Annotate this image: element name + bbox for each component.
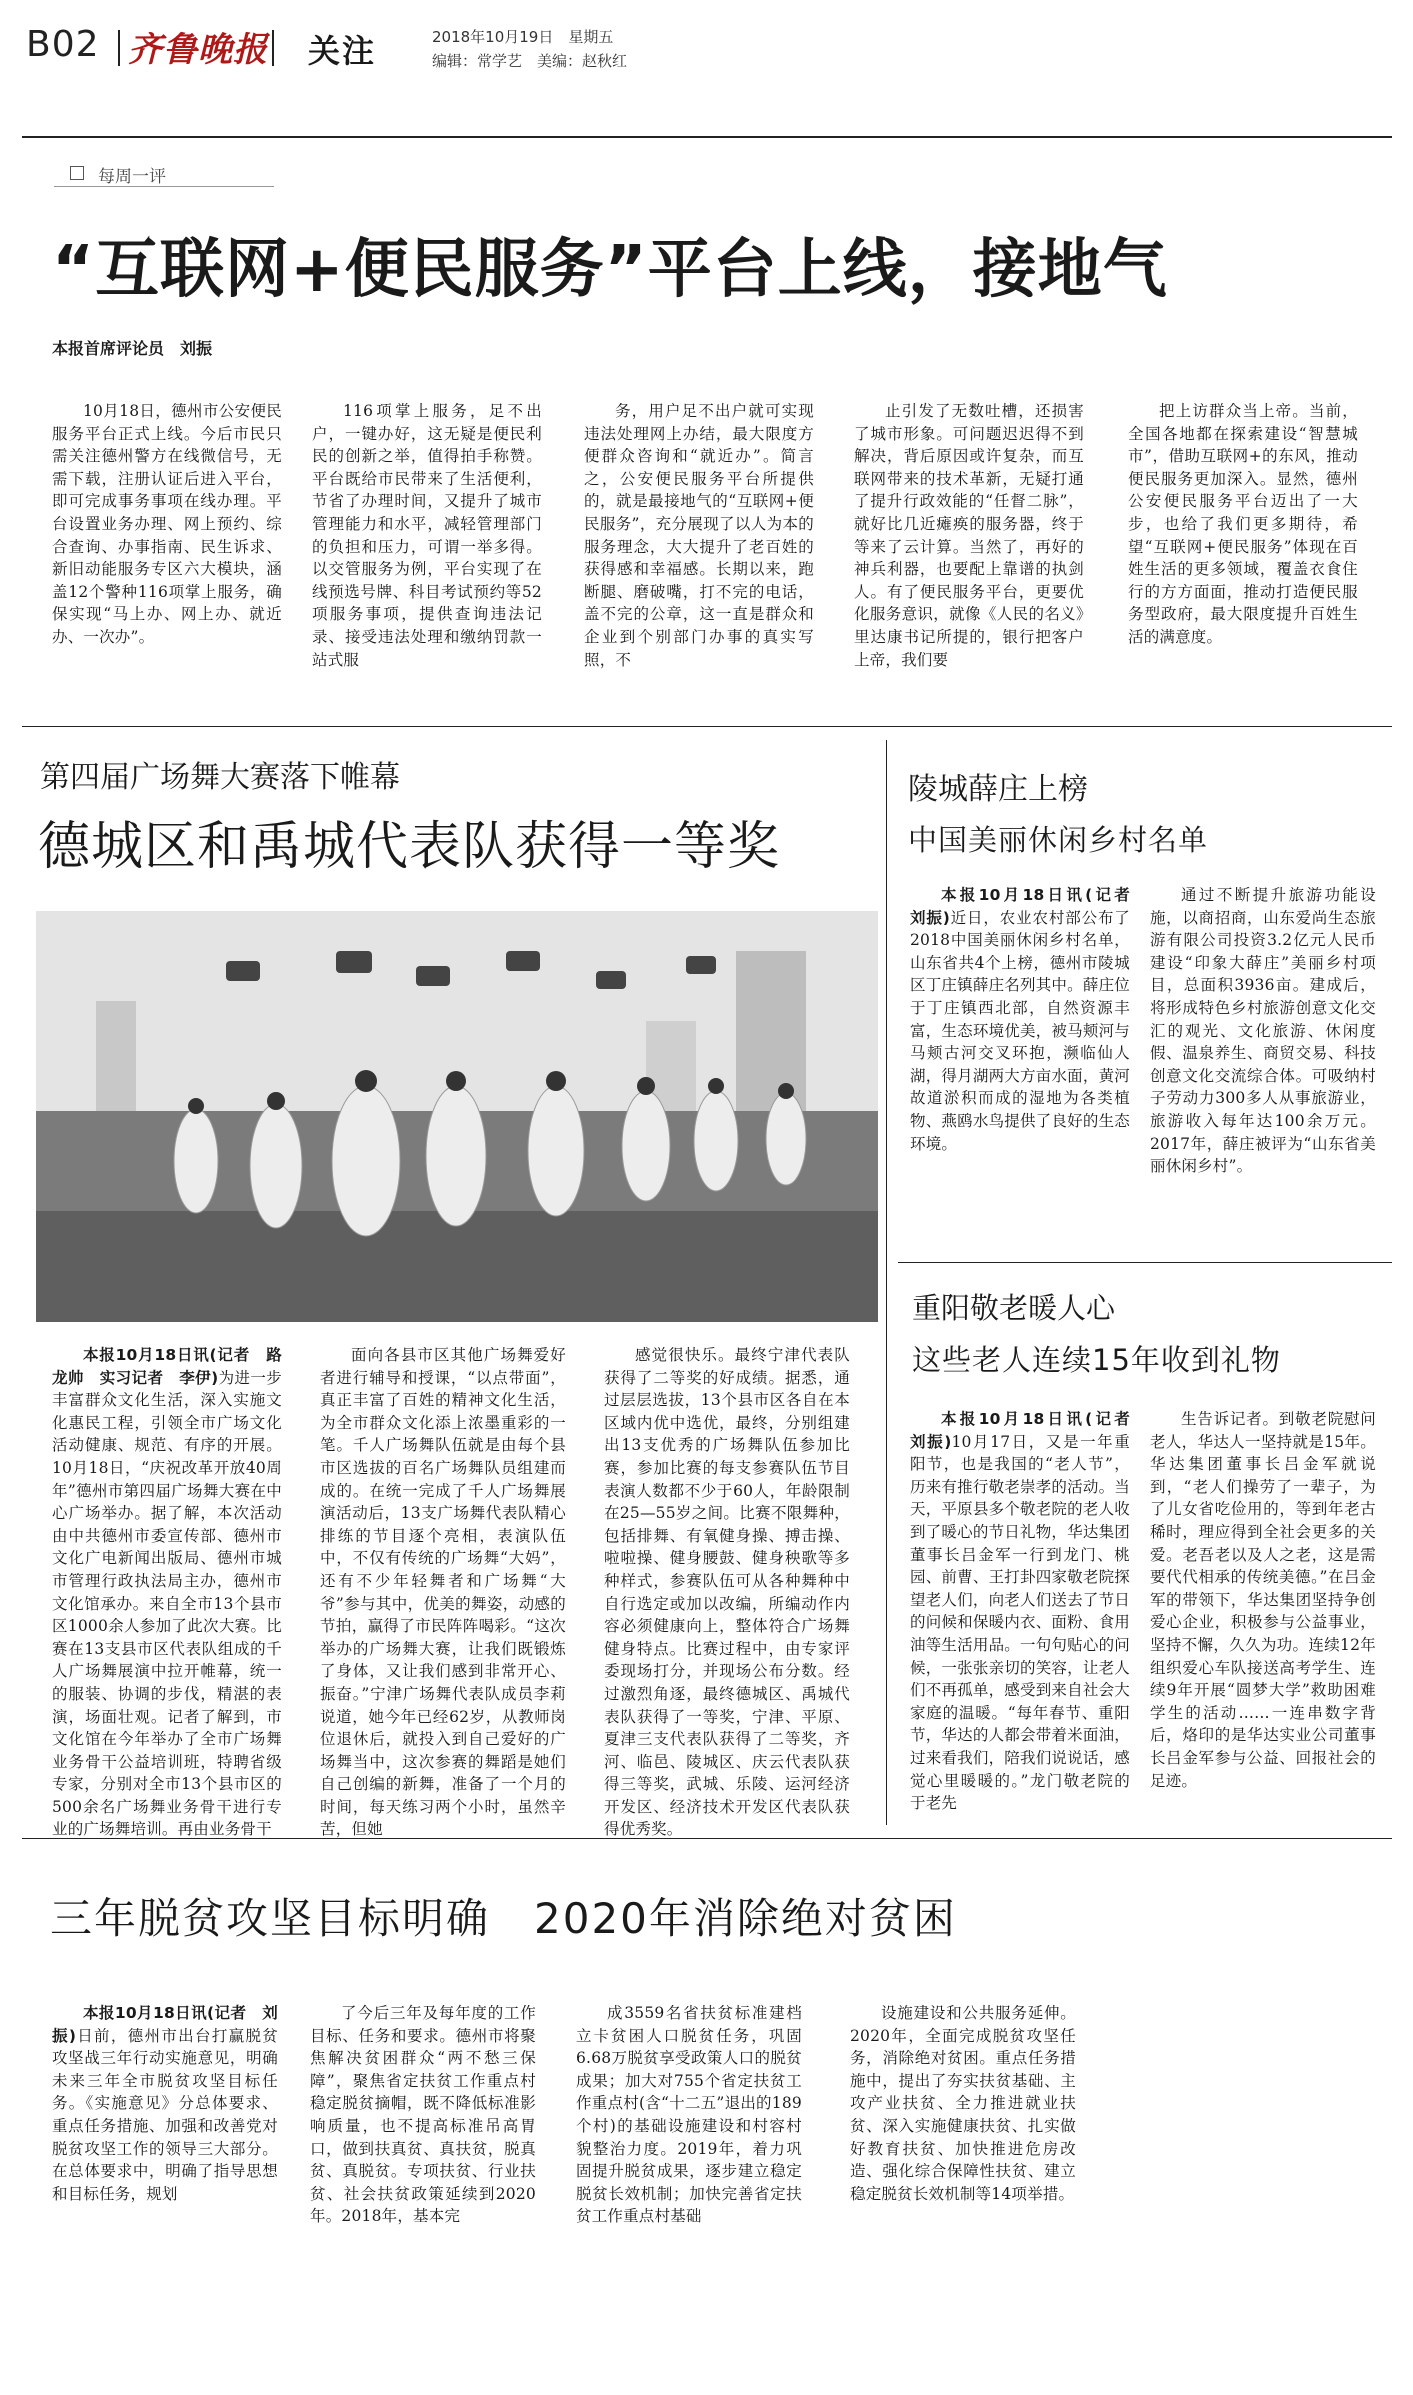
article-column [910,1408,1146,1815]
section-rule [898,1262,1392,1263]
newspaper-logo: 齐鲁晚报 [128,30,268,70]
page-number: B02 [26,24,100,65]
headline: 这些老人连续15年收到礼物 [912,1343,1281,1377]
square-dance-photo [36,911,878,1322]
byline: 本报10月18日讯(记者 刘振) [910,1410,1146,1451]
article-text: 10月17日，又是一年重阳节，也是我国的“老人节”，历来有推行敬老崇孝的活动。当天，平原县多个敬老院的老人收到了暖心的节日礼物，华达集团董事长吕金军一行到龙门、桃园、前曹、王打卦四家敬老院探望老人们，向老人们送去了节日的问候和保暖内衣、面粉、食用油等生活用品。一句句贴心的问候，一张张亲切的笑容，让老人们不再孤单，感受到来自社会大家庭的温暖。“每年春节、重阳节，华达的人都会带着米面油，过来看我们，陪我们说说话，感觉心里暖暖的。”龙门敬老院的于老先 [910,1432,1130,1813]
kicker: 第四届广场舞大赛落下帷幕 [40,760,400,795]
section-title: 关注 [308,32,377,70]
document-icon [70,166,84,180]
article-column: 成3559名省扶贫标准建档立卡贫困人口脱贫任务，巩固6.68万脱贫享受政策人口的脱贫成果；加大对755个省定扶贫工作重点村(含“十二五”退出的189个村)的基础设施建设和村容村貌整治力度。2019年，着力巩固提升脱贫成果，逐步建立稳定脱贫长效机制；加快完善省定扶贫工作重点村基础 [576,2004,802,2226]
article-column [910,884,1146,1155]
section-rule [22,1838,1392,1839]
article-column [52,1344,282,1841]
kicker: 陵城薛庄上榜 [908,772,1088,807]
article-column: 务，用户足不出户就可实现违法处理网上办结，最大限度方便群众咨询和“就近办”。简言之，公安便民服务平台所提供的，就是最接地气的“互联网+便民服务”，充分展现了以人为本的服务理念，大大提升了老百姓的获得感和幸福感。长期以来，跑断腿、磨破嘴，打不完的电话，盖不完的公章，这一直是群众和企业到个别部门办事的真实写照，不 [584,402,814,669]
headline: 三年脱贫攻坚目标明确 2020年消除绝对贫困 [50,1894,957,1943]
editor-credits: 编辑：常学艺 美编：赵秋红 [432,52,628,70]
masthead-rule [22,136,1392,138]
column-tag [54,160,274,187]
byline: 本报首席评论员 刘振 [52,339,213,358]
masthead-divider [272,30,274,66]
article-column: 通过不断提升旅游功能设施，以商招商，山东爱尚生态旅游有限公司投资3.2亿元人民币建设“印象大薛庄”美丽乡村项目，总面积3936亩。建成后，将形成特色乡村旅游创意文化交汇的观光、文化旅游、休闲度假、温泉养生、商贸交易、科技创意文化交流综合体。可吸纳村子劳动力300多人从事旅游业，旅游收入每年达100余万元。2017年，薛庄被评为“山东省美丽休闲乡村”。 [1150,886,1376,1176]
article-text: 近日，农业农村部公布了2018中国美丽休闲乡村名单，山东省共4个上榜，德州市陵城区丁庄镇薛庄名列其中。薛庄位于丁庄镇西北部，自然资源丰富，生态环境优美，被马颊河与马颊古河交叉环抱，濒临仙人湖，得月湖两大方亩水面，黄河故道淤积而成的湿地为各类植物、燕鸥水鸟提供了良好的生态环境。 [910,908,1131,1153]
masthead-divider [118,30,120,66]
article-column [52,2002,278,2205]
headline: 德城区和禹城代表队获得一等奖 [38,817,781,877]
column-divider [886,740,887,1825]
article-column: 感觉很快乐。最终宁津代表队获得了二等奖的好成绩。据悉，通过层层选拔，13个县市区各自在本区域内优中选优，最终，分别组建出13支优秀的广场舞队伍参加比赛，参加比赛的每支参赛队伍节目表演人数都不少于60人，年龄限制在25—55岁之间。比赛不限舞种，包括排舞、有氧健身操、搏击操、啦啦操、健身腰鼓、健身秧歌等多种样式，参赛队伍可从各种舞种中自行选定或加以改编，所编动作内容必须健康向上，整体符合广场舞健身特点。比赛过程中，由专家评委现场打分，并现场公布分数。经过激烈角逐，最终德城区、禹城代表队获得了一等奖，宁津、平原、夏津三支代表队获得了二等奖，齐河、临邑、陵城区、庆云代表队获得三等奖，武城、乐陵、运河经济开发区、经济技术开发区代表队获得优秀奖。 [604,1346,850,1839]
article-text: 为进一步丰富群众文化生活，深入实施文化惠民工程，引领全市广场文化活动健康、规范、有序的开展。10月18日，“庆祝改革开放40周年”德州市第四届广场舞大赛在中心广场举办。据了解，本次活动由中共德州市委宣传部、德州市文化广电新闻出版局、德州市城市管理行政执法局主办，德州市文化馆承办。来自全市13个县市区1000余人参加了此次大赛。比赛在13支县市区代表队组成的千人广场舞展演中拉开帷幕，统一的服装、协调的步伐，精湛的表演，场面壮观。记者了解到，市文化馆在今年举办了全市广场舞业务骨干公益培训班，特聘省级专家，分别对全市13个县市区的500余名广场舞业务骨干进行专业的广场舞培训。再由业务骨干 [52,1368,282,1839]
article-column: 面向各县市区其他广场舞爱好者进行辅导和授课，“以点带面”，真正丰富了百姓的精神文化生活，为全市群众文化添上浓墨重彩的一笔。千人广场舞队伍就是由每个县市区选拔的百名广场舞队员组建而成的。在统一完成了千人广场舞展演活动后，13支广场舞代表队精心排练的节目逐个亮相，表演队伍中，不仅有传统的广场舞“大妈”，还有不少年轻舞者和广场舞“大爷”参与其中，优美的舞姿，动感的节拍，赢得了市民阵阵喝彩。“这次举办的广场舞大赛，让我们既锻炼了身体，又让我们感到非常开心、振奋。”宁津广场舞代表队成员李莉说道，她今年已经62岁，从教师岗位退休后，就投入到自己爱好的广场舞当中，这次参赛的舞蹈是她们自己创编的新舞，准备了一个月的时间，每天练习两个小时，虽然辛苦，但她 [320,1346,566,1839]
article-column: 了今后三年及每年度的工作目标、任务和要求。德州市将聚焦解决贫困群众“两不愁三保障”，聚焦省定扶贫工作重点村稳定脱贫摘帽，既不降低标准影响质量，也不提高标准吊高胃口，做到扶真贫、真扶贫，脱真贫、真脱贫。专项扶贫、行业扶贫、社会扶贫政策延续到2020年。2018年，基本完 [310,2004,536,2226]
section-rule [22,726,1392,727]
byline: 本报10月18日讯(记者 刘振) [910,886,1146,927]
column-tag-label: 每周一评 [98,167,166,187]
article-text: 日前，德州市出台打赢脱贫攻坚战三年行动实施意见，明确未来三年全市脱贫攻坚目标任务。《实施意见》分总体要求、重点任务措施、加强和改善党对脱贫攻坚工作的领导三大部分。在总体要求中，明确了指导思想和目标任务，规划 [52,2026,278,2203]
article-column: 生告诉记者。到敬老院慰问老人，华达人一坚持就是15年。华达集团董事长吕金军就说到，“老人们操劳了一辈子，为了儿女省吃俭用的，等到年老古稀时，理应得到全社会更多的关爱。老吾老以及人之老，这是需要代代相承的传统美德。”在吕金军的带领下，华达集团坚持争创爱心企业，积极参与公益事业，坚持不懈，久久为功。连续12年组织爱心车队接送高考学生、连续9年开展“圆梦大学”救助困难学生的活动……一连串数字背后，烙印的是华达实业公司董事长吕金军参与公益、回报社会的足迹。 [1150,1410,1376,1790]
article-column: 止引发了无数吐槽，还损害了城市形象。可问题迟迟得不到解决，背后原因或许复杂，而互联网带来的技术革新，无疑打通了提升行政效能的“任督二脉”，就好比几近瘫痪的服务器，终于等来了云计算。当然了，再好的神兵利器，也要配上靠谱的执剑人。有了便民服务平台，更要优化服务意识，就像《人民的名义》里达康书记所提的，银行把客户上帝，我们要 [854,402,1084,669]
article-column: 把上访群众当上帝。当前，全国各地都在探索建设“智慧城市”，借助互联网+的东风，推动便民服务更加深入。显然，德州公安便民服务平台迈出了一大步，也给了我们更多期待，希望“互联网+便民服务”体现在百姓生活的更多领域，覆盖衣食住行的方方面面，推动打造便民服务型政府，最大限度提升百姓生活的满意度。 [1128,402,1358,646]
headline: “互联网+便民服务”平台上线，接地气 [52,233,1168,307]
headline: 中国美丽休闲乡村名单 [908,823,1209,857]
article-column: 116项掌上服务，足不出户，一键办好，这无疑是便民利民的创新之举，值得拍手称赞。平台既给市民带来了生活便利，节省了办理时间，又提升了城市管理能力和水平，减轻管理部门的负担和压力，可谓一举多得。以交管服务为例，平台实现了在线预选号牌、科目考试预约等52项服务事项，提供查询违法记录、接受违法处理和缴纳罚款一站式服 [312,402,542,669]
dancers-illustration [36,911,878,1322]
article-column: 10月18日，德州市公安便民服务平台正式上线。今后市民只需关注德州警方在线微信号，无需下载，注册认证后进入平台，即可完成事务事项在线办理。平台设置业务办理、网上预约、综合查询、办事指南、民生诉求、新旧动能服务专区六大模块，涵盖12个警种116项掌上服务，确保实现“马上办、网上办、就近办、一次办”。 [52,402,282,646]
byline: 本报10月18日讯(记者 路龙帅 实习记者 李伊) [52,1346,282,1387]
byline: 本报10月18日讯(记者 刘振) [52,2004,278,2045]
article-column: 设施建设和公共服务延伸。2020年，全面完成脱贫攻坚任务，消除绝对贫困。重点任务措施中，提出了夯实扶贫基础、主攻产业扶贫、全力推进就业扶贫、深入实施健康扶贫、扎实做好教育扶贫、加快推进危房改造、强化综合保障性扶贫、建立稳定脱贫长效机制等14项举措。 [850,2004,1076,2203]
kicker: 重阳敬老暖人心 [912,1291,1116,1325]
issue-date: 2018年10月19日 星期五 [432,28,614,46]
